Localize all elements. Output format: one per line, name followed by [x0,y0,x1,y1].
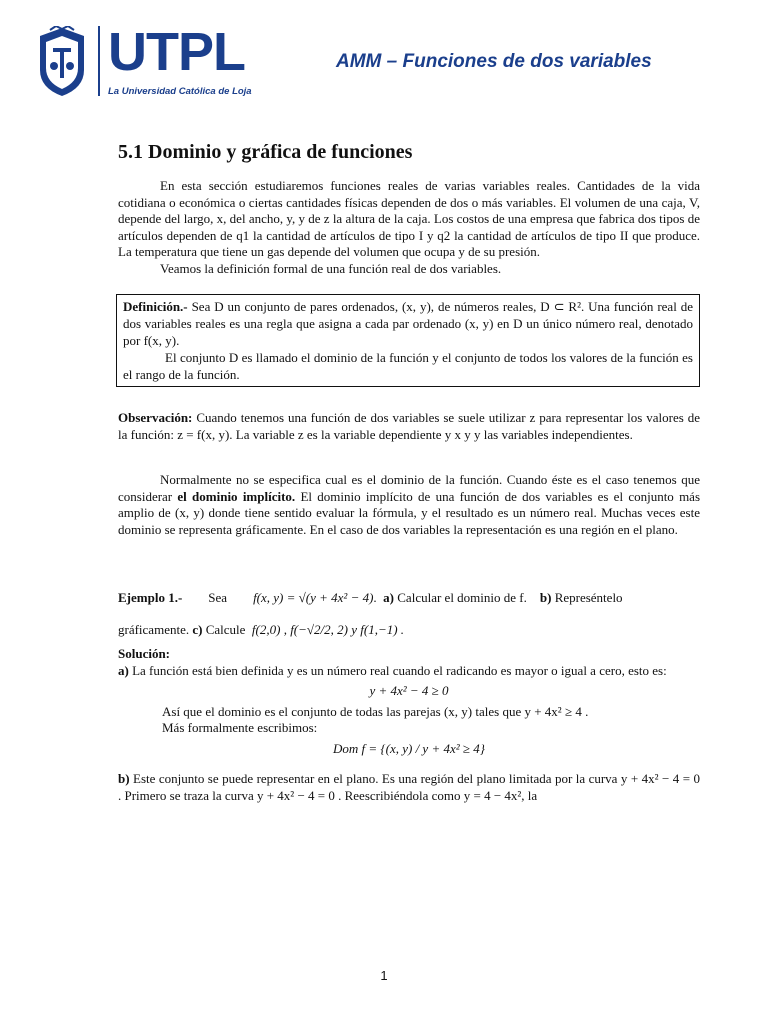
domain-inequality: y + 4x² − 4 ≥ 0 [369,683,449,698]
logo-wordmark: UTPL [108,22,245,82]
domain-paragraph: Normalmente no se especifica cual es el dominio de la función. Cuando éste es el caso tenemos que considerar el dominio implícito. El dominio implícito de una función de dos variables es el conjunto más amplio de (x, y) donde tiene sentido evaluar la fórmula, y el resultado es un número real. Muchas veces este dominio se representa gráficamente. En el caso de dos variables la representación es una región en el plano. [118,472,701,537]
definition-text: Sea D un conjunto de pares ordenados, (x, y), de números reales, D ⊂ R². Una función real de dos variables reales es una regla que asigna a cada par ordenado (x, y) en D un único número real, denotado por f(x, y). [123,299,693,348]
example-statement-line-2: gráficamente. c) Calcule f(2,0) , f(−√2/2, 2) y f(1,−1) . [118,622,405,637]
solution-section: Solución: a) La función está bien definida y es un número real cuando el radicando es mayor o igual a cero, esto es: y + 4x² − 4 ≥ 0 Así que el dominio es el conjunto de todas las parejas (x, y) tales que y + 4x² ≥ 4 . Más formalmente escribimos: Dom f = {(x, y) / y + 4x² ≥ 4} b) Este conjunto se puede representar en el plano. Es una región del plano limitada por la curva y + 4x² − 4 = 0 . Primero se traza la curva y + 4x² − 4 = 0 . Reescribiéndola como y = 4 − 4x², la [118,646,700,803]
observation-text: Cuando tenemos una función de dos variables se suele utilizar z para representar los valores de la función: z = f(x, y). La variable z es la variable dependiente y x y y las variables independientes. [118,410,700,442]
logo-tagline: La Universidad Católica de Loja [108,86,252,97]
example-evaluations: f(2,0) , f(−√2/2, 2) y f(1,−1) . [251,622,405,637]
implicit-domain-term: el dominio implícito. [177,488,296,504]
domain-set-definition: Dom f = {(x, y) / y + 4x² ≥ 4} [333,740,485,756]
utpl-logo [36,24,266,104]
example-statement: Ejemplo 1.- Sea f(x, y) = √(y + 4x² − 4). a) Calcular el dominio de f. b) Represéntelo [118,590,623,605]
logo-divider [98,26,100,96]
solution-b-text: Este conjunto se puede representar en el plano. Es una región del plano limitada por la curva y + 4x² − 4 = 0 . Primero se traza la curva y + 4x² − 4 = 0 . Reescribiéndola como y = 4 − 4x², la [118,771,700,803]
solution-label: Solución: [118,646,171,661]
example-function: f(x, y) = √(y + 4x² − 4) [253,590,374,605]
intro-paragraph: En esta sección estudiaremos funciones reales de varias variables reales. Cantidades de la vida cotidiana o económica o ciertas cantidades físicas dependen de dos o más variables. El volumen de una caja, V, depende del largo, x, del ancho, y, y de z la altura de la caja. Los costos de una empresa que fabrica dos tipos de artículos dependen de q1 la cantidad de artículos de tipo I y q2 la cantidad de artículos de tipo II que produce. La temperatura que tiene un gas depende del volumen que ocupa y de su presión. [118,178,700,259]
intro-section [118,178,700,277]
observation-label: Observación: [118,410,193,425]
solution-a-text: La función está bien definida y es un número real cuando el radicando es mayor o igual a cero, esto es: [132,662,667,678]
domain-section [118,472,700,538]
section-title: 5.1 Dominio y gráfica de funciones [118,141,413,163]
document-header-title: AMM – Funciones de dos variables [336,51,652,72]
definition-label: Definición.- [123,299,188,314]
definition-box [116,294,700,387]
shield-icon [36,26,88,98]
solution-line-mas: Más formalmente escribimos: [162,720,318,735]
observation-section [118,410,700,443]
intro-paragraph-2: Veamos la definición formal de una función real de dos variables. [160,260,502,276]
definition-text-2: El conjunto D es llamado el dominio de la función y el conjunto de todos los valores de la función es el rango de la función. [123,350,693,382]
example-label: Ejemplo 1.- [118,590,183,605]
page-number: 1 [380,968,388,983]
solution-line-asi: Así que el dominio es el conjunto de todas las parejas (x, y) tales que y + 4x² ≥ 4 . [162,703,589,719]
